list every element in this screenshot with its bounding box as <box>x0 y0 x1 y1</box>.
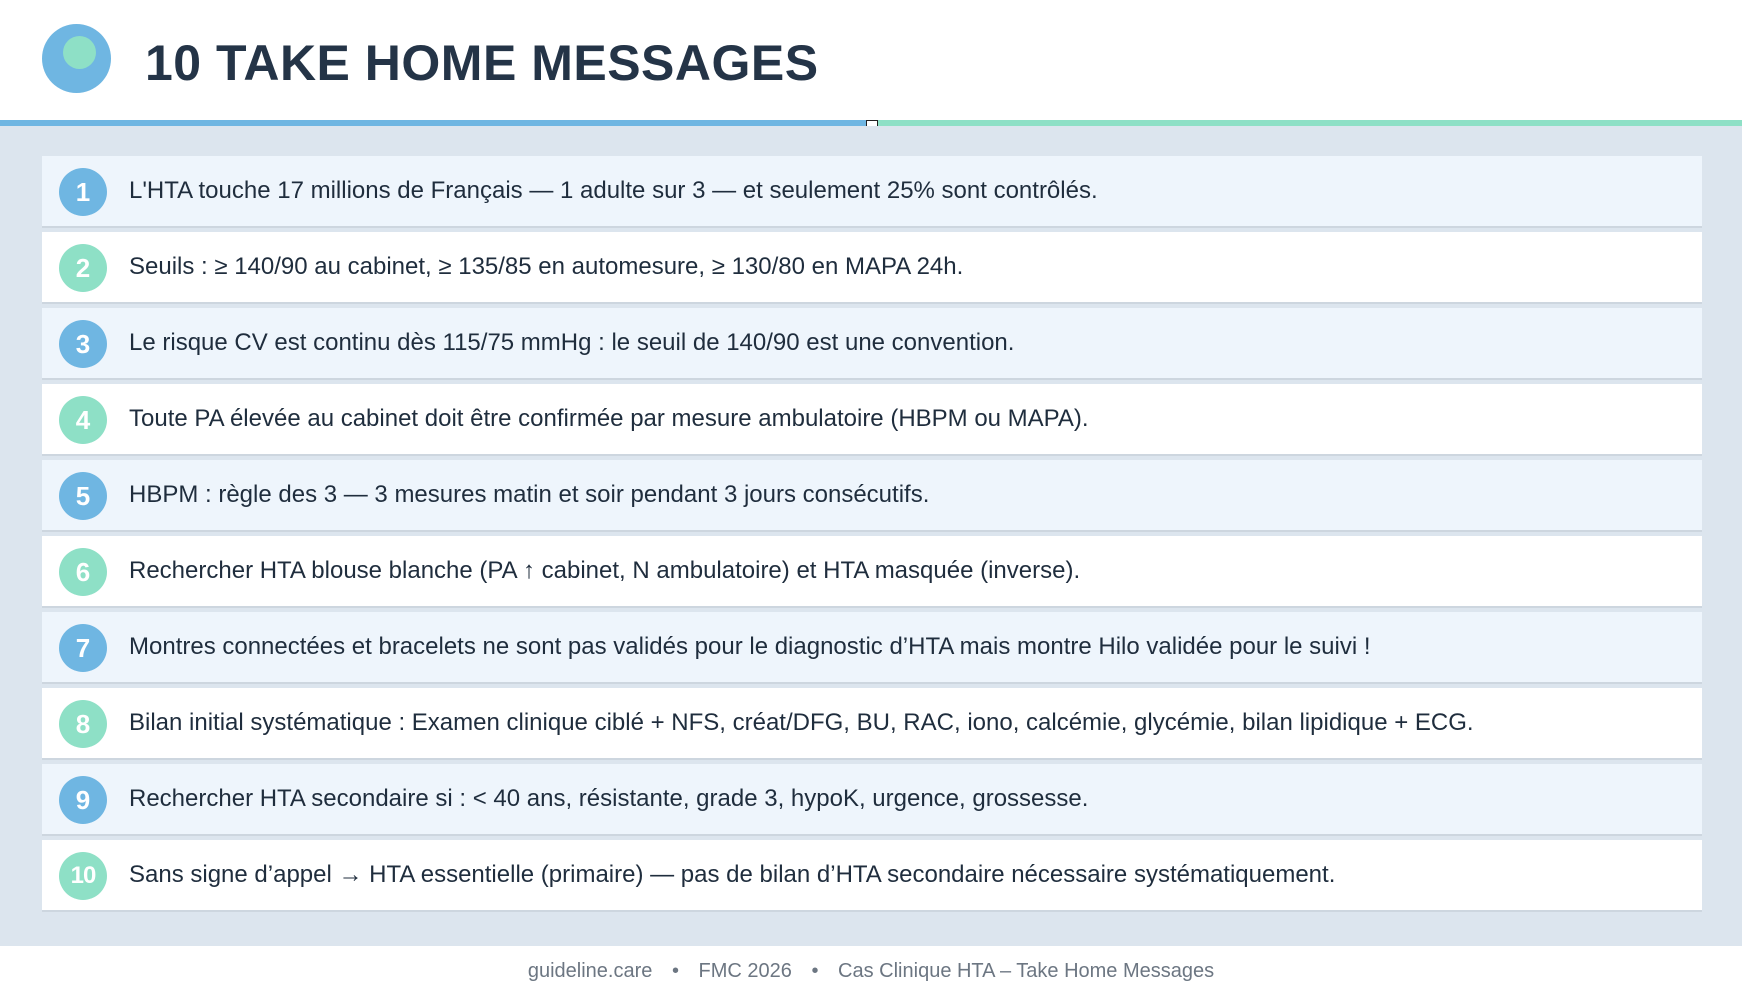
logo-circle-icon <box>42 24 111 93</box>
footer-separator: • <box>811 960 819 982</box>
logo-inner-dot-icon <box>63 36 96 69</box>
footer-separator: • <box>671 960 679 982</box>
message-number-badge: 1 <box>59 168 107 216</box>
message-number-badge: 10 <box>59 852 107 900</box>
message-text: Bilan initial systématique : Examen clinique ciblé + NFS, créat/DFG, BU, RAC, iono, calcémie, glycémie, bilan lipidique + ECG. <box>129 709 1474 736</box>
message-row <box>42 688 1702 758</box>
message-row <box>42 764 1702 834</box>
message-number-badge: 3 <box>59 320 107 368</box>
message-number-badge: 5 <box>59 472 107 520</box>
message-row <box>42 460 1702 530</box>
message-number-badge: 9 <box>59 776 107 824</box>
message-number-badge: 7 <box>59 624 107 672</box>
message-text: Le risque CV est continu dès 115/75 mmHg : le seuil de 140/90 est une convention. <box>129 329 1015 356</box>
footer-site: guideline.care <box>527 960 653 982</box>
message-text: Toute PA élevée au cabinet doit être confirmée par mesure ambulatoire (HBPM ou MAPA). <box>129 405 1089 432</box>
messages-panel <box>0 126 1742 946</box>
message-text: Rechercher HTA blouse blanche (PA ↑ cabinet, N ambulatoire) et HTA masquée (inverse). <box>129 557 1081 584</box>
message-row <box>42 232 1702 302</box>
message-text: Sans signe d’appel → HTA essentielle (primaire) — pas de bilan d’HTA secondaire nécessaire systématiquement. <box>129 861 1336 888</box>
message-number-badge: 6 <box>59 548 107 596</box>
slide-footer <box>0 946 1742 1002</box>
slide-header <box>0 0 1742 120</box>
message-number-badge: 8 <box>59 700 107 748</box>
message-text: L'HTA touche 17 millions de Français — 1 adulte sur 3 — et seulement 25% sont contrôlés. <box>129 177 1098 204</box>
message-number-badge: 2 <box>59 244 107 292</box>
slide-title: 10 TAKE HOME MESSAGES <box>145 35 819 91</box>
footer-subject: Cas Clinique HTA – Take Home Messages <box>838 960 1215 982</box>
message-row <box>42 156 1702 226</box>
message-number-badge: 4 <box>59 396 107 444</box>
messages-list <box>42 156 1702 916</box>
message-text: HBPM : règle des 3 — 3 mesures matin et soir pendant 3 jours consécutifs. <box>129 481 930 508</box>
message-row <box>42 612 1702 682</box>
message-row <box>42 308 1702 378</box>
message-text: Montres connectées et bracelets ne sont pas validés pour le diagnostic d’HTA mais montre Hilo validée pour le suivi ! <box>129 633 1371 660</box>
message-row <box>42 536 1702 606</box>
message-row <box>42 840 1702 910</box>
message-text: Seuils : ≥ 140/90 au cabinet, ≥ 135/85 en automesure, ≥ 130/80 en MAPA 24h. <box>129 253 964 280</box>
message-row <box>42 384 1702 454</box>
message-text: Rechercher HTA secondaire si : < 40 ans, résistante, grade 3, hypoK, urgence, grossesse. <box>129 785 1089 812</box>
footer-event: FMC 2026 <box>698 960 792 982</box>
